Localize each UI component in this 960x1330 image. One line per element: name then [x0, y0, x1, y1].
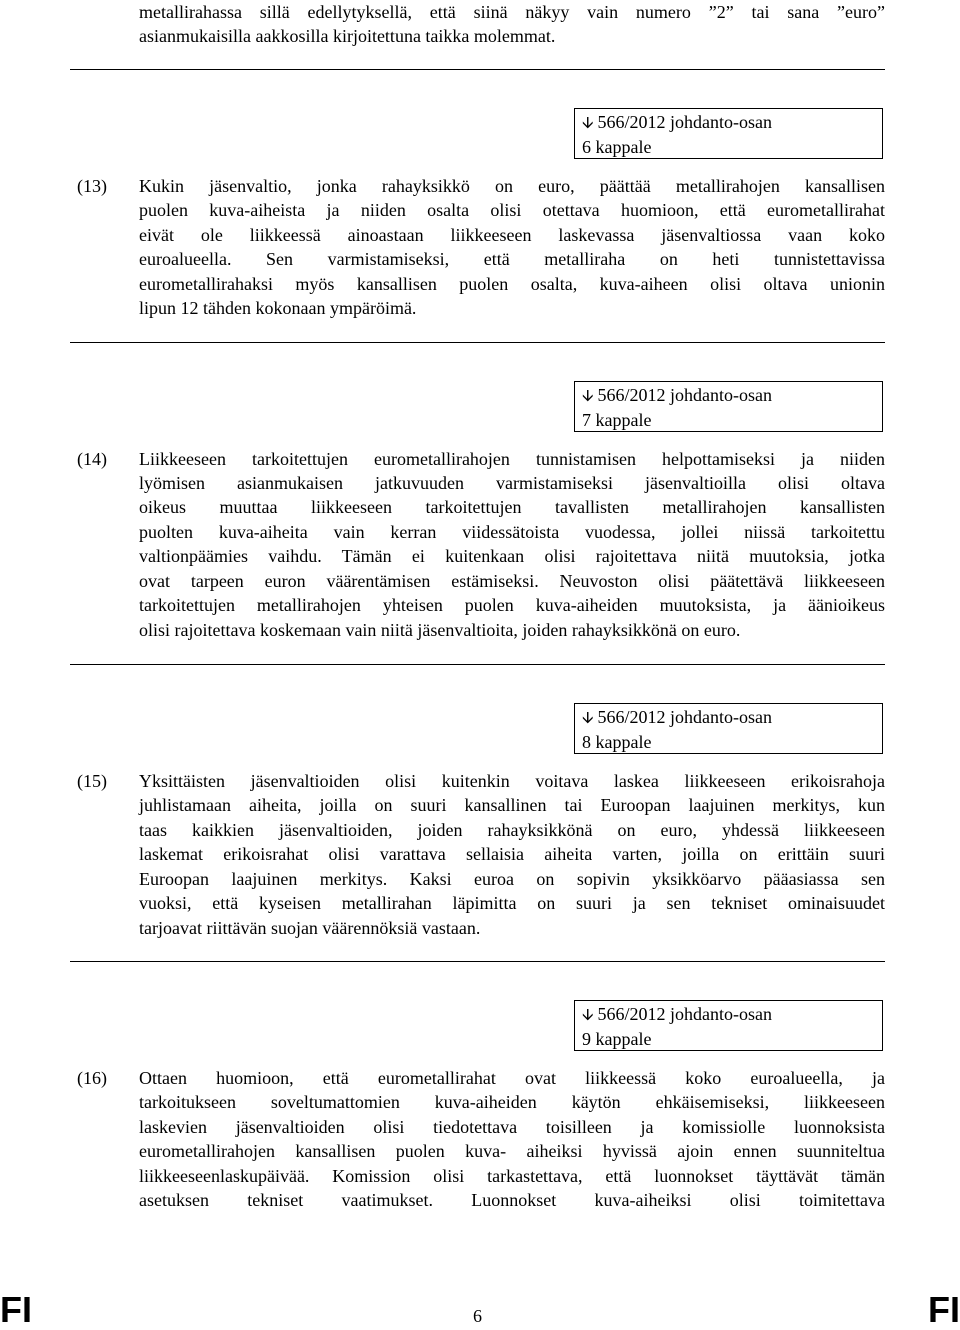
footer-language-left: FI — [0, 1289, 32, 1330]
section-divider — [70, 342, 885, 343]
text-line: olisi rajoitettava koskemaan vain niitä jäsenvaltioita, joiden rahayksikkönä on euro. — [139, 620, 741, 640]
text-line: laskemat erikoisrahat olisi varattava sellaisia aiheita varten, joilla on erittäin suuri — [139, 844, 885, 864]
text-line: puolten kuva-aiheita vain kerran viidessätoista vuodessa, jollei niissä tarkoitettu — [139, 522, 885, 542]
reference-box — [574, 703, 883, 754]
text-line: eurometallirahojen kansallisen puolen kuva- aiheiksi hyvissä ajoin ennen suunniteltua — [139, 1141, 885, 1161]
text-line: Kukin jäsenvaltio, jonka rahayksikkö on euro, päättää metallirahojen kansallisen — [139, 176, 885, 196]
arrow-down-icon: 🡫 — [582, 386, 594, 405]
arrow-down-icon: 🡫 — [582, 708, 594, 727]
reference-line: 566/2012 johdanto-osan — [597, 707, 772, 727]
text-line: oikeus muuttaa liikkeeseen tarkoitettujen tavallisten metallirahojen kansallisten — [139, 497, 885, 517]
text-line: vuoksi, että kyseisen metallirahan läpimitta on suuri ja sen tekniset ominaisuudet — [139, 893, 885, 913]
text-line: valtionpäämies vaihdu. Tämän ei kuitenkaan olisi rajoitettava niitä muutoksia, jotka — [139, 546, 885, 566]
text-line: lyömisen asianmukaisen jatkuvuuden varmistamiseksi jäsenvaltioilla olisi oltava — [139, 473, 885, 493]
text-line: asianmukaisilla aakkosilla kirjoitettuna taikka molemmat. — [139, 26, 556, 46]
text-line: laskevien jäsenvaltioiden olisi tiedotettava toisilleen ja komissiolle luonnoksista — [139, 1117, 885, 1137]
reference-line: 566/2012 johdanto-osan — [597, 112, 772, 132]
text-line: Yksittäisten jäsenvaltioiden olisi kuitenkin voitava laskea liikkeeseen erikoisrahoja — [139, 771, 885, 791]
section-divider — [70, 69, 885, 70]
page-number: 6 — [473, 1306, 482, 1326]
reference-paragraph: 7 kappale — [582, 410, 652, 430]
recital-number: (13) — [77, 176, 107, 196]
text-line: juhlistamaan aiheita, joilla on suuri kansallinen tai Euroopan laajuinen merkitys, kun — [139, 795, 885, 815]
text-line: puolen kuva-aiheista ja niiden osalta olisi otettava huomioon, että eurometallirahat — [139, 200, 885, 220]
recital-number: (15) — [77, 771, 107, 791]
reference-paragraph: 9 kappale — [582, 1029, 652, 1049]
text-line: Liikkeeseen tarkoitettujen eurometallirahojen tunnistamisen helpottamiseksi ja niiden — [139, 449, 885, 469]
text-line: tarkoitettujen metallirahojen yhteisen puolen kuva-aiheiden muutoksista, ja äänioikeus — [139, 595, 885, 615]
text-line: euroalueella. Sen varmistamiseksi, että metalliraha on heti tunnistettavissa — [139, 249, 885, 269]
text-line: tarjoavat riittävän suojan väärennöksiä vastaan. — [139, 918, 481, 938]
reference-box — [574, 381, 883, 432]
text-line: metallirahassa sillä edellytyksellä, että siinä näkyy vain numero ”2” tai sana ”euro” — [139, 2, 885, 22]
text-line: taas kaikkien jäsenvaltioiden, joiden rahayksikkönä on euro, yhdessä liikkeeseen — [139, 820, 885, 840]
section-divider — [70, 961, 885, 962]
text-line: eurometallirahaksi myös kansallisen puolen osalta, kuva-aiheen olisi oltava unionin — [139, 274, 885, 294]
reference-box — [574, 108, 883, 159]
text-line: Euroopan laajuinen merkitys. Kaksi euroa on sopivin yksikköarvo pääasiassa sen — [139, 869, 885, 889]
reference-box — [574, 1000, 883, 1051]
text-line: ovat tarpeen euron väärentämisen estämiseksi. Neuvoston olisi päätettävä liikkeeseen — [139, 571, 885, 591]
text-line: liikkeeseenlaskupäivää. Komission olisi tarkastettava, että luonnokset täyttävät tämän — [139, 1166, 885, 1186]
reference-paragraph: 6 kappale — [582, 137, 652, 157]
section-divider — [70, 664, 885, 665]
text-line: eivät ole liikkeessä ainoastaan liikkeeseen laskevassa jäsenvaltiossa vaan koko — [139, 225, 885, 245]
arrow-down-icon: 🡫 — [582, 113, 594, 132]
text-line: lipun 12 tähden kokonaan ympäröimä. — [139, 298, 417, 318]
recital-number: (16) — [77, 1068, 107, 1088]
recital-number: (14) — [77, 449, 107, 469]
reference-line: 566/2012 johdanto-osan — [597, 385, 772, 405]
footer-language-right: FI — [928, 1289, 960, 1330]
reference-line: 566/2012 johdanto-osan — [597, 1004, 772, 1024]
arrow-down-icon: 🡫 — [582, 1005, 594, 1024]
text-line: tarkoitukseen soveltumattomien kuva-aiheiden käytön ehkäisemiseksi, liikkeeseen — [139, 1092, 885, 1112]
reference-paragraph: 8 kappale — [582, 732, 652, 752]
text-line: Ottaen huomioon, että eurometallirahat ovat liikkeessä koko euroalueella, ja — [139, 1068, 885, 1088]
text-line: asetuksen tekniset vaatimukset. Luonnokset kuva-aiheiksi olisi toimitettava — [139, 1190, 885, 1210]
